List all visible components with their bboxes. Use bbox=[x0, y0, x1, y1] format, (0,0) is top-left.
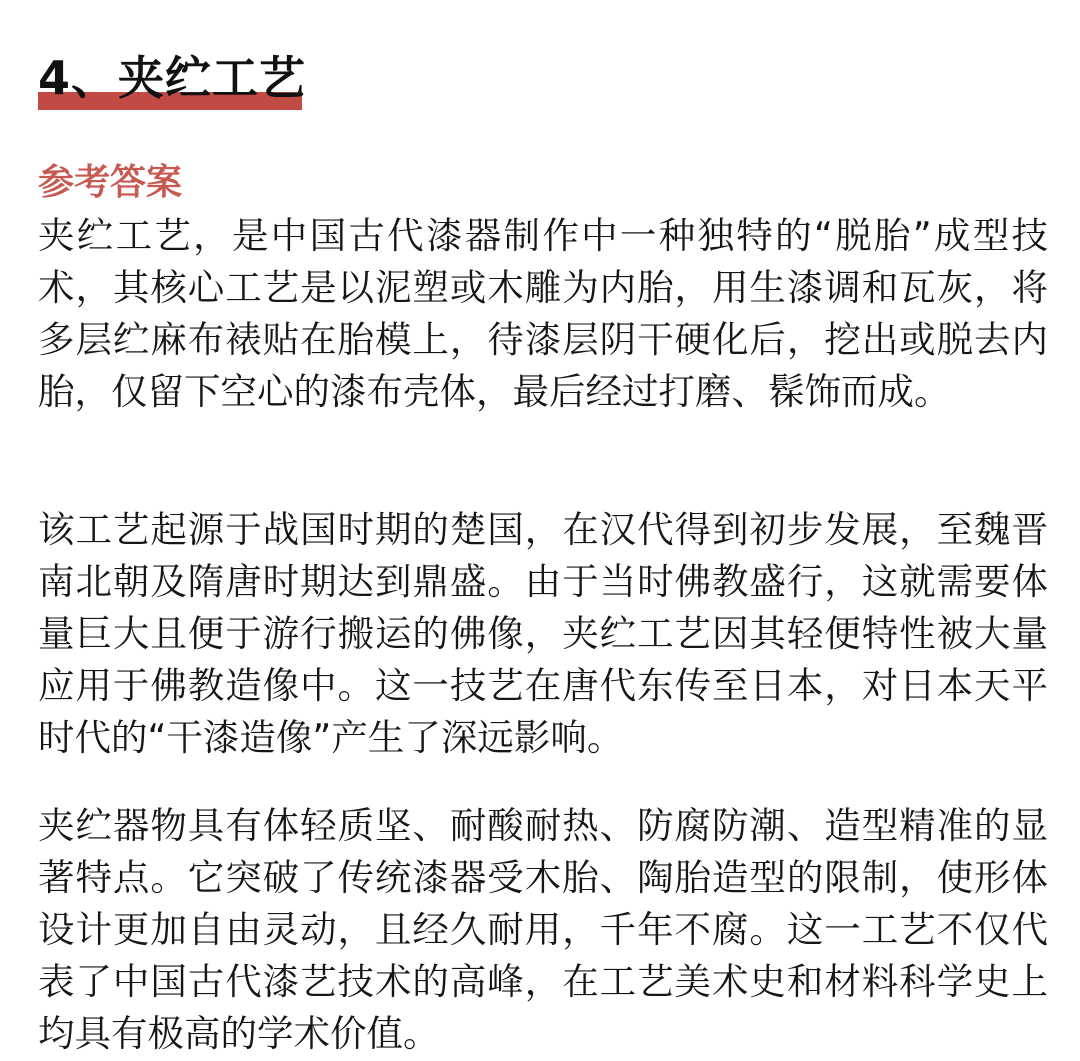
section-heading: 4、夹纻工艺 bbox=[38, 51, 307, 105]
paragraph-1: 夹纻工艺，是中国古代漆器制作中一种独特的“脱胎”成型技术，其核心工艺是以泥塑或木雕为内胎，用生漆调和瓦灰，将多层纻麻布裱贴在胎模上，待漆层阴干硬化后，挖出或脱去内胎，仅留下空心的漆布壳体，最后经过打磨、髹饰而成。 bbox=[38, 214, 1048, 413]
paragraph-3: 夹纻器物具有体轻质坚、耐酸耐热、防腐防潮、造型精准的显著特点。它突破了传统漆器受木胎、陶胎造型的限制，使形体设计更加自由灵动，且经久耐用，千年不腐。这一工艺不仅代表了中国古代漆艺技术的高峰，在工艺美术史和材料科学史上均具有极高的学术价值。 bbox=[38, 804, 1048, 1055]
section-heading-block bbox=[38, 50, 307, 112]
answer-label: 参考答案 bbox=[38, 162, 183, 203]
paragraph-2: 该工艺起源于战国时期的楚国，在汉代得到初步发展，至魏晋南北朝及隋唐时期达到鼎盛。由于当时佛教盛行，这就需要体量巨大且便于游行搬运的佛像，夹纻工艺因其轻便特性被大量应用于佛教造像中。这一技艺在唐代东传至日本，对日本天平时代的“干漆造像”产生了深远影响。 bbox=[38, 508, 1048, 759]
